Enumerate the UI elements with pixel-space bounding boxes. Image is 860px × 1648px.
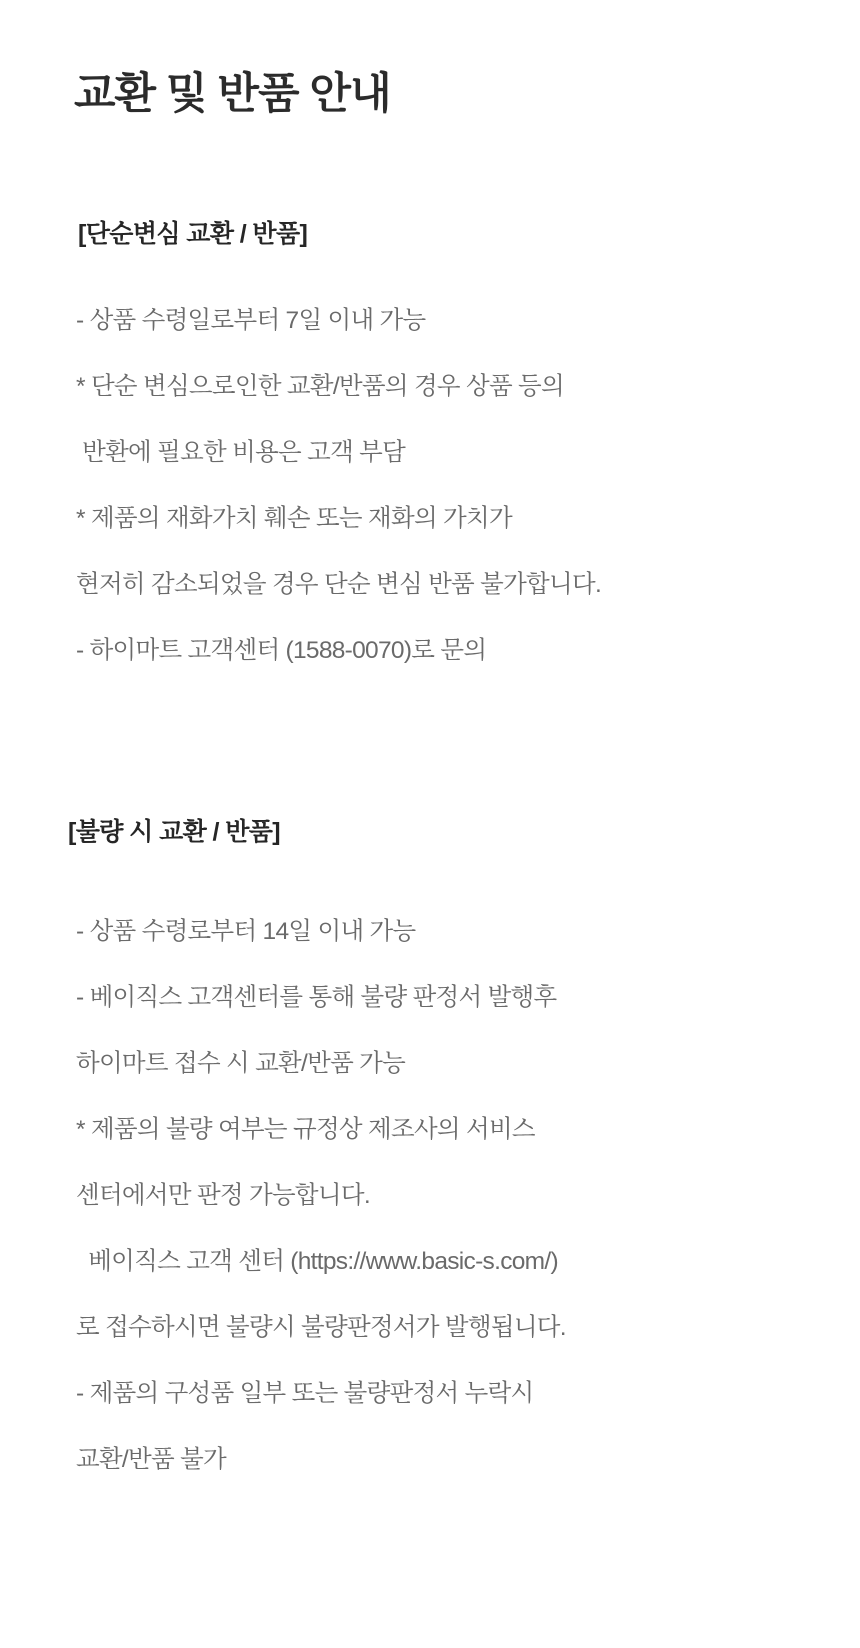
policy-line: - 상품 수령로부터 14일 이내 가능 [76, 917, 416, 945]
page-title: 교환 및 반품 안내 [74, 70, 391, 118]
policy-line: * 단순 변심으로인한 교환/반품의 경우 상품 등의 [76, 373, 564, 401]
policy-line: * 제품의 불량 여부는 규정상 제조사의 서비스 [76, 1115, 535, 1143]
policy-line: - 하이마트 고객센터 (1588-0070)로 문의 [76, 637, 487, 665]
policy-line: 하이마트 접수 시 교환/반품 가능 [76, 1049, 406, 1077]
section-body [68, 288, 800, 684]
policy-line: 교환/반품 불가 [76, 1445, 227, 1473]
policy-line: - 상품 수령일로부터 7일 이내 가능 [76, 307, 426, 335]
policy-line: 로 접수하시면 불량시 불량판정서가 발행됩니다. [76, 1313, 566, 1341]
section-body [68, 899, 800, 1493]
policy-line: - 베이직스 고객센터를 통해 불량 판정서 발행후 [76, 983, 557, 1011]
policy-line: 센터에서만 판정 가능합니다. [76, 1181, 370, 1209]
policy-line: - 제품의 구성품 일부 또는 불량판정서 누락시 [76, 1379, 534, 1407]
policy-line: * 제품의 재화가치 훼손 또는 재화의 가치가 [76, 505, 512, 533]
section-heading: [단순변심 교환 / 반품] [78, 219, 308, 248]
section-simple-change-of-mind [68, 218, 800, 685]
policy-line-service-center-url: 베이직스 고객 센터 (https://www.basic-s.com/) [76, 1247, 558, 1275]
section-defective-product [68, 816, 800, 1493]
policy-line: 반환에 필요한 비용은 고객 부담 [76, 439, 406, 467]
policy-line: 현저히 감소되었을 경우 단순 변심 반품 불가합니다. [76, 571, 602, 599]
section-heading: [불량 시 교환 / 반품] [68, 818, 281, 847]
